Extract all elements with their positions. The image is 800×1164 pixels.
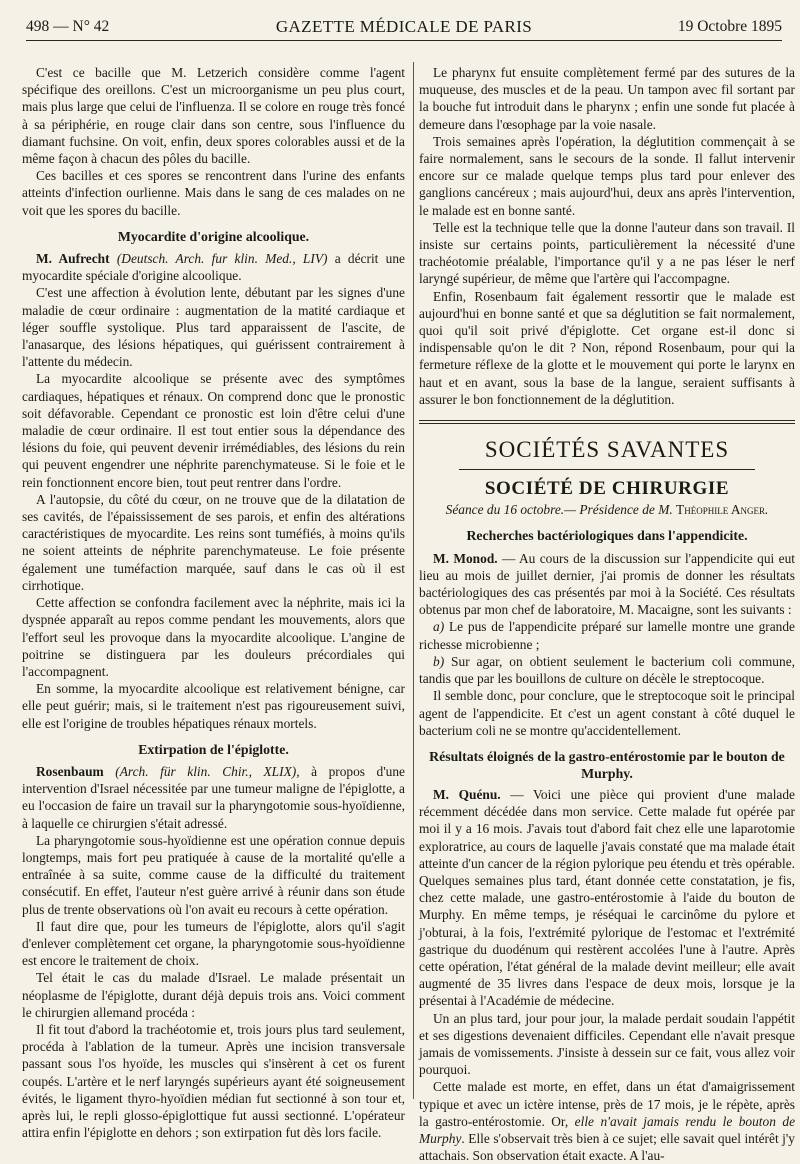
session-end: . <box>765 502 769 518</box>
author-name: M. Quénu. <box>433 786 501 802</box>
paragraph <box>419 653 795 687</box>
paragraph: C'est une affection à évolution lente, débutant par les signes d'une maladie de cœur ordinaire : augmentation de la matité cardiaque et léger souffle systolique. Plus tard apparaissent de l'ascite, de l'anasarque, des lésions hépatiques, qui guérissent contrairement à l'attente du médecin. <box>22 285 405 370</box>
paragraph-text: Sur agar, on obtient seulement le bacterium coli commune, tandis que par les bouillons de culture on décèle le streptocoque. <box>419 653 795 687</box>
paragraph: Il fit tout d'abord la trachéotomie et, trois jours plus tard seulement, procéda à l'ablation de la tumeur. Après une incision transversale passant sous l'os hyoïde, les muscles qui s'insèrent à cet os furent coupés. L'artère et le nerf laryngés supérieurs ayant été soigneusement évités, le ligament thyro-hyoïdien médian fut sectionné à son tour et, après lui, le repli glosso-épiglottique fut aussi sectionné. L'opérateur attira enfin l'épiglotte en dehors ; son extirpation fut dès lors facile. <box>22 1021 405 1141</box>
paragraph <box>22 763 405 832</box>
header-rule <box>26 40 782 41</box>
paragraph <box>419 1078 795 1164</box>
right-column <box>419 64 796 1164</box>
list-label: a) <box>433 619 445 635</box>
paragraph-text: à propos d'une intervention d'Israel nécessitée par une tumeur maligne de l'épiglotte, a eu l'occasion de faire un travail sur la pharyngotomie sous-hyoïdienne, à laquelle ce chirurgien s'était adressé. <box>22 763 405 831</box>
emphasis-text: elle n'avait jamais rendu le bouton de Murphy <box>419 1113 796 1146</box>
citation: (Deutsch. Arch. fur klin. Med., LIV) <box>116 251 328 267</box>
paragraph: Ces bacilles et ces spores se rencontrent dans l'urine des enfants atteints d'infection ourlienne. Mais dans le sang de ces malades on ne voit que les spores du bacille. <box>22 168 405 218</box>
author-name: Rosenbaum <box>36 763 104 779</box>
paragraph: Le pharynx fut ensuite complètement fermé par des sutures de la muqueuse, des muscles et de la peau. Un tampon avec fil sortant par la bouche fut introduit dans le pharynx ; enfin une sonde fut placée à demeure dans l'œsophage par la voie nasale. <box>419 65 795 132</box>
page-number: 498 — N° 42 <box>26 18 110 35</box>
paragraph-text: . Elle s'observait très bien à ce sujet; elle savait quel intérêt j'y attachais. Son observation était exacte. A l'au- <box>419 1130 795 1164</box>
paragraph <box>419 550 795 619</box>
paragraph <box>22 250 405 284</box>
session-line <box>419 501 795 518</box>
paragraph: La myocardite alcoolique se présente avec des symptômes cardiaques, hépatiques et rénaux. On comprend donc que le pronostic soit défavorable. Cependant ce pronostic est loin d'être celui d'une maladie de cœur ordinaire. Il est tout entier sous la dépendance des lésions du foie, qui peuvent devenir irrémédiables, des lésions du rein qui peuvent engendrer une néphrite parenchymateuse. Si le foie et le rein fonctionnent encore bien, tout peut rentrer dans l'ordre. <box>22 371 405 490</box>
paragraph: A l'autopsie, du côté du cœur, on ne trouve que de la dilatation de ses cavités, de l'épaississement de ses parois, et enfin des altérations caractéristiques de myocardite. Les reins sont tuméfiés, à moins qu'ils ne soient atteints de néphrite parenchymateuse. Le foie présente également une tuméfaction marquée, sauf dans le cas où il est cirrhotique. <box>22 491 405 593</box>
author-name: M. Aufrecht <box>36 251 110 267</box>
section-heading: Extirpation de l'épiglotte. <box>138 741 289 757</box>
section-heading: Résultats éloignés de la gastro-entérostomie par le bouton de Murphy. <box>429 748 785 781</box>
paragraph-text: Cette malade est morte, en effet, dans un état d'amaigrissement typique et avec un ictère intense, près de 17 mois, je le répète, après la gastro-entérostomie. Or, <box>419 1079 795 1129</box>
double-rule <box>419 420 795 427</box>
paragraph-text: — Voici une pièce qui provient d'une malade récemment décédée dans mon service. Cette malade fut opérée par moi il y a 16 mois. J'avais tout d'abord fait chez elle une laparotomie exploratrice, au cours de laquelle j'avais constaté que ma malade était atteinte d'un cancer de la région pylorique peu étendu et très opérable. Quelques semaines plus tard, étant donnée cette constatation, je fis, chez cette malade, une gastro-entérostomie à l'aide du bouton de Murphy. En même temps, je réséquai le carcinôme du pylore et j'obturai, à la fois, l'extrémité pylorique de l'estomac et l'extrémité gastrique du duodénum qui restèrent accolées l'une à l'autre. Après cette opération, l'état général de la malade devint meilleur; elle avait augmenté de 35 livres dans l'espace de deux mois, lorsque je la présentai à l'Académie de médecine. <box>419 786 795 1009</box>
paragraph: Enfin, Rosenbaum fait également ressortir que le malade est aujourd'hui en bonne santé et que sa déglutition se fait normalement, quoi qu'il soit privé d'épiglotte. Cet organe est-il donc si indispensable qu'on le dit ? Non, répond Rosenbaum, pour qui la fermeture réflexe de la glotte et le mouvement qui porte le larynx en haut et en avant, sous la base de la langue, seraient suffisants à assurer le bon fonctionnement de la déglutition. <box>419 288 795 407</box>
paragraph: Tel était le cas du malade d'Israel. Le malade présentait un néoplasme de l'épiglotte, durant déjà depuis trois ans. Voici comment le chirurgien allemand procéda : <box>22 970 405 1020</box>
section-heading: Myocardite d'origine alcoolique. <box>117 228 310 244</box>
paragraph: C'est ce bacille que M. Letzerich considère comme l'agent spécifique des oreillons. C'est un microorganisme un peu plus court, mais plus large que celui de l'influenza. Il se colore en rouge très foncé à sa périphérie, en rouge clair dans son centre, sous l'influence du diamant fuchsine. On voit, enfin, deux spores colorables aussi et de la même façon à chacun des pôles du bacille. <box>22 65 405 167</box>
citation: (Arch. für klin. Chir., XLIX), <box>115 763 300 779</box>
list-label: b) <box>433 653 445 669</box>
society-title: SOCIÉTÉ DE CHIRURGIE <box>484 478 730 500</box>
paragraph: La pharyngotomie sous-hyoïdienne est une opération connue depuis longtemps, mais fort peu pratiquée à cause de la mortalité qu'elle a entraînée à sa suite, comme cause de la difficulté du traitement consécutif. En effet, l'auteur n'est guère arrivé à réunir dans son étude plus de trente observations où l'on avait eu recours à cette opération. <box>22 832 405 917</box>
paragraph: Il semble donc, pour conclure, que le streptocoque soit le principal agent de l'appendicite. Et c'est un agent constant à côté duquel le bacterium coli ne se montre qu'accidentellement. <box>419 688 795 738</box>
president-name: Théophile Anger <box>676 502 765 518</box>
section-heading: Recherches bactériologiques dans l'appendicite. <box>466 528 748 544</box>
journal-title: GAZETTE MÉDICALE DE PARIS <box>275 17 533 36</box>
author-name: M. Monod. <box>433 550 498 566</box>
paragraph: Telle est la technique telle que la donne l'auteur dans son travail. Il insiste sur certains points, particulièrement la nécessité d'une trachéotomie préalable, l'importance qu'il y a ne pas léser le nerf laryngé supérieur, de même que l'artère qui l'accompagne. <box>419 219 795 287</box>
paragraph: En somme, la myocardite alcoolique est relativement bénigne, car elle peut guérir; mais, si le traitement n'est pas rigoureusement suivi, elle est l'origine de troubles hépatiques rénaux mortels. <box>22 681 405 731</box>
paragraph: Il faut dire que, pour les tumeurs de l'épiglotte, alors qu'il s'agit d'enlever complètement cet organe, la pharyngotomie sous-hyoïdienne est encore le traitement de choix. <box>22 918 405 969</box>
page-header <box>26 14 782 40</box>
paragraph: Trois semaines après l'opération, la déglutition commençait à se faire normalement, sans le secours de la sonde. Il fallut intervenir encore sur ce malade quelque temps plus tard pour enlever des ganglions cancéreux ; mais aujourd'hui, deux ans après l'intervention, le malade est en bonne santé. <box>419 133 795 218</box>
paragraph: Un an plus tard, jour pour jour, la malade perdait soudain l'appétit et ses digestions devenaient difficiles. Cependant elle n'avait presque jamais de vomissements. J'insiste à dessein sur ce fait, vous allez voir pourquoi. <box>419 1010 795 1078</box>
paragraph <box>419 618 795 652</box>
left-column <box>22 64 405 1141</box>
column-divider <box>413 62 414 1099</box>
paragraph <box>419 786 795 1010</box>
paragraph-text: Le pus de l'appendicite préparé sur lamelle montre une grande richesse microbienne ; <box>419 619 795 652</box>
masthead-rule <box>459 469 755 470</box>
paragraph-text: a décrit une myocardite spéciale d'origine alcoolique. <box>22 251 405 284</box>
paragraph-text: — Au cours de la discussion sur l'appendicite qui eut lieu au mois de juillet dernier, j'ai promis de donner les résultats bactériologiques des cas présentés par moi à la Société. Ces résultats obtenus par mon chef de laboratoire, M. Macaigne, sont les suivants : <box>419 550 795 618</box>
paragraph: Cette affection se confondra facilement avec la néphrite, mais ici la dyspnée apparaît au repos comme pendant les mouvements, alors que l'effort seul les provoque dans la myocardite alcoolique. L'angine de poitrine se distinguera par les douleurs précordiales qui l'accompagnent. <box>22 595 405 679</box>
session-date: Séance du 16 octobre.— Présidence de M. <box>445 502 677 518</box>
section-masthead: SOCIÉTÉS SAVANTES <box>484 437 730 463</box>
issue-date: 19 Octobre 1895 <box>677 18 782 35</box>
